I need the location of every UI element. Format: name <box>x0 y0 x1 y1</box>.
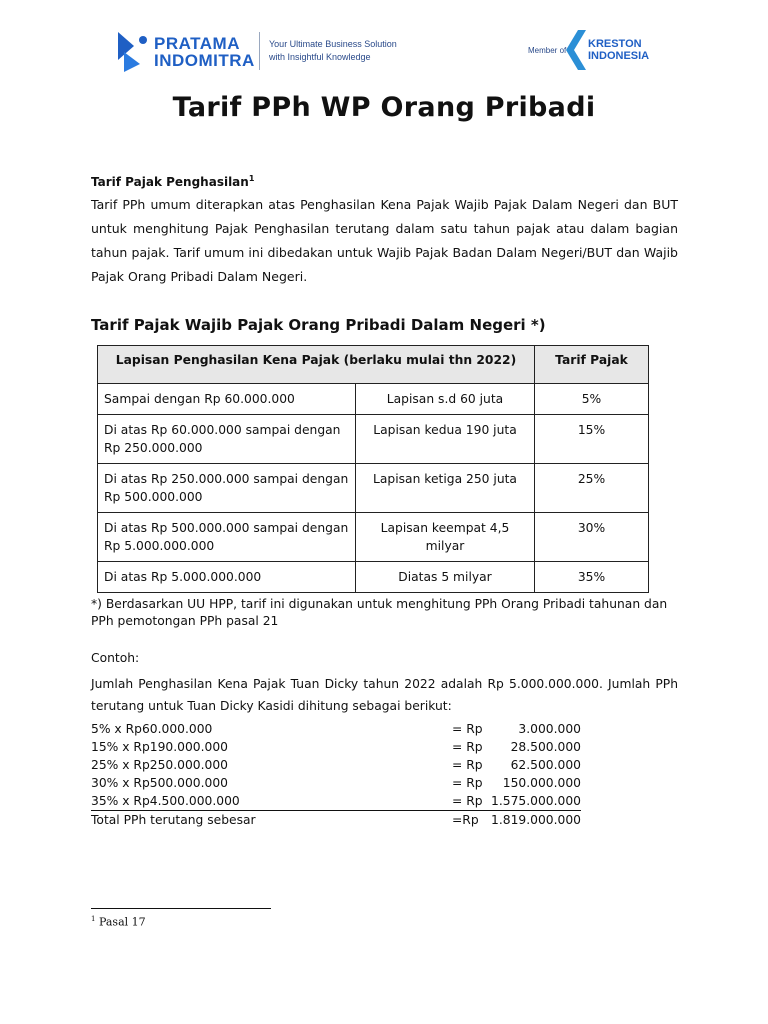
layer-cell: Diatas 5 milyar <box>356 562 535 593</box>
footnote-text: Pasal 17 <box>98 915 146 929</box>
rate-cell: 30% <box>535 513 649 562</box>
total-equals: =Rp <box>452 813 479 827</box>
range-cell: Di atas Rp 5.000.000.000 <box>98 562 356 593</box>
range-cell: Di atas Rp 250.000.000 sampai dengan Rp 500.000.000 <box>98 464 356 513</box>
calc-expression: 25% x Rp250.000.000 <box>91 758 229 772</box>
rate-cell: 35% <box>535 562 649 593</box>
rate-cell: 25% <box>535 464 649 513</box>
member-of-label: Member of <box>528 46 567 55</box>
example-paragraph: Jumlah Penghasilan Kena Pajak Tuan Dicky tahun 2022 adalah Rp 5.000.000.000. Jumlah PPh terutang untuk Tuan Dicky Kasidi dihitung sebagai berikut: <box>91 677 678 713</box>
rate-cell: 5% <box>535 384 649 415</box>
calc-equals: = Rp <box>452 740 483 754</box>
footnote-number: 1 <box>91 915 96 923</box>
kreston-name: KRESTON INDONESIA <box>588 38 650 62</box>
calc-value: 28.500.000 <box>510 740 581 754</box>
layer-cell: Lapisan keempat 4,5 milyar <box>356 513 535 562</box>
calc-line <box>91 720 581 738</box>
calc-equals: = Rp <box>452 794 483 808</box>
calc-value: 1.575.000.000 <box>491 794 581 808</box>
tax-rate-table <box>97 345 649 593</box>
calc-value: 150.000.000 <box>502 776 581 790</box>
table-row <box>98 415 649 464</box>
page-title: Tarif PPh WP Orang Pribadi <box>172 92 596 123</box>
layer-cell: Lapisan kedua 190 juta <box>356 415 535 464</box>
section-heading: Tarif Pajak Penghasilan$^1$ <box>91 174 255 189</box>
footnote-divider <box>91 908 271 909</box>
total-label: Total PPh terutang sebesar <box>91 813 256 827</box>
calc-line <box>91 756 581 774</box>
total-value: 1.819.000.000 <box>491 813 581 827</box>
section-paragraph: Tarif PPh umum diterapkan atas Penghasilan Kena Pajak Wajib Pajak Dalam Negeri dan BUT untuk menghitung Pajak Penghasilan terutang dalam satu tahun pajak atau dalam bagian tahun pajak. Tarif umum ini dibedakan untuk Wajib Pajak Badan Dalam Negeri/BUT dan Wajib Pajak Orang Pribadi Dalam Negeri. <box>91 197 678 284</box>
header-income-layer: Lapisan Penghasilan Kena Pajak (berlaku mulai thn 2022) <box>98 346 535 384</box>
calc-line <box>91 774 581 792</box>
table-row <box>98 384 649 415</box>
calc-equals: = Rp <box>452 722 483 736</box>
calc-equals: = Rp <box>452 758 483 772</box>
calc-line <box>91 738 581 756</box>
table-title: Tarif Pajak Wajib Pajak Orang Pribadi Dalam Negeri *) <box>91 316 546 334</box>
example-label: Contoh: <box>91 651 140 665</box>
calc-line <box>91 792 581 811</box>
range-cell: Di atas Rp 500.000.000 sampai dengan Rp 5.000.000.000 <box>98 513 356 562</box>
calc-expression: 5% x Rp60.000.000 <box>91 722 213 736</box>
layer-cell: Lapisan s.d 60 juta <box>356 384 535 415</box>
pratama-logo-icon <box>116 30 150 72</box>
table-row <box>98 464 649 513</box>
brand-name: PRATAMA INDOMITRA <box>154 34 255 70</box>
table-row <box>98 513 649 562</box>
range-cell: Sampai dengan Rp 60.000.000 <box>98 384 356 415</box>
calc-expression: 35% x Rp4.500.000.000 <box>91 794 240 808</box>
calc-expression: 15% x Rp190.000.000 <box>91 740 229 754</box>
calc-value: 62.500.000 <box>510 758 581 772</box>
calc-value: 3.000.000 <box>518 722 581 736</box>
calc-equals: = Rp <box>452 776 483 790</box>
table-header-row <box>98 346 649 384</box>
rate-cell: 15% <box>535 415 649 464</box>
calculation-list <box>91 720 581 829</box>
header-tax-rate: Tarif Pajak <box>535 346 649 384</box>
layer-cell: Lapisan ketiga 250 juta <box>356 464 535 513</box>
calc-expression: 30% x Rp500.000.000 <box>91 776 229 790</box>
brand-tagline: Your Ultimate Business Solution with Insightful Knowledge <box>269 39 397 62</box>
calc-total-line <box>91 811 581 829</box>
table-note: *) Berdasarkan UU HPP, tarif ini digunakan untuk menghitung PPh Orang Pribadi tahunan dan PPh pemotongan PPh pasal 21 <box>91 597 668 628</box>
footnote-ref: 1 <box>248 174 255 183</box>
footnote <box>91 915 146 929</box>
page-header <box>0 26 768 78</box>
brand-divider <box>259 32 260 70</box>
table-row <box>98 562 649 593</box>
range-cell: Di atas Rp 60.000.000 sampai dengan Rp 250.000.000 <box>98 415 356 464</box>
